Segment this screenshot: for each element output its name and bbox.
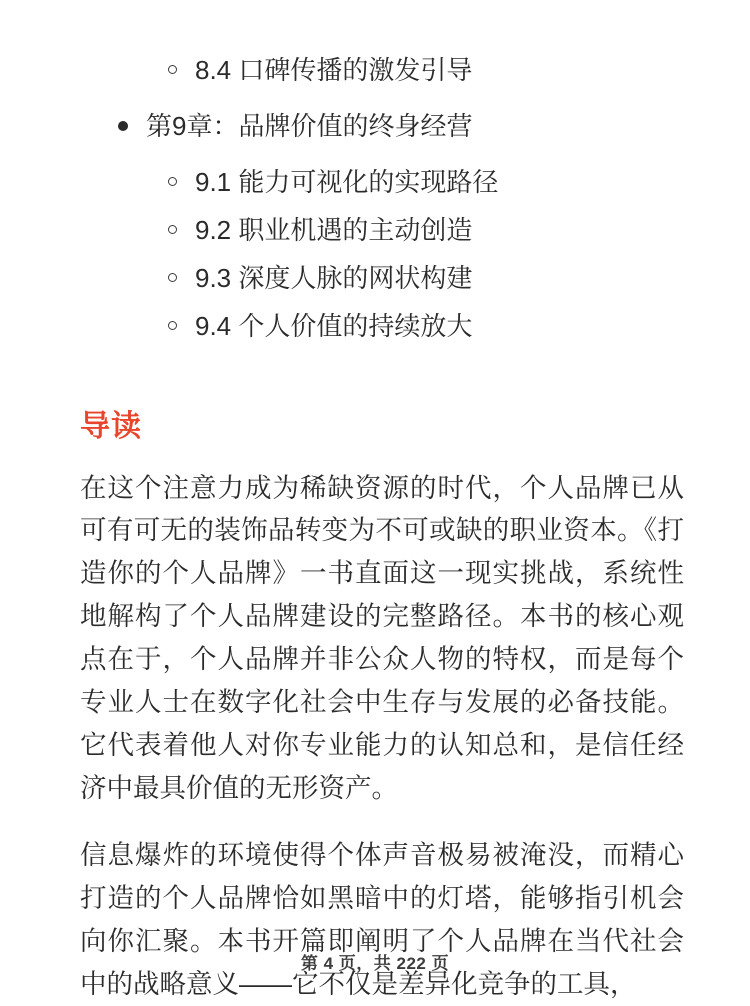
list-item[interactable] (60, 158, 690, 206)
hollow-circle-bullet-icon (168, 225, 177, 234)
toc-entry-label: 第9章：品牌价值的终身经营 (146, 111, 473, 142)
toc-entry-label: 9.2 职业机遇的主动创造 (195, 215, 473, 246)
hollow-circle-bullet-icon (168, 273, 177, 282)
body-paragraph: 信息爆炸的环境使得个体声音极易被淹没，而精心打造的个人品牌恰如黑暗中的灯塔，能够指引机会向你汇聚。本书开篇即阐明了个人品牌在当代社会中的战略意义——它不仅是差异化竞争的工具， (80, 839, 684, 999)
list-item[interactable] (60, 254, 690, 302)
body-paragraph: 在这个注意力成为稀缺资源的时代，个人品牌已从可有可无的装饰品转变为不可或缺的职业资本。《打造你的个人品牌》一书直面这一现实挑战，系统性地解构了个人品牌建设的完整路径。本书的核心观点在于，个人品牌并非公众人物的特权，而是每个专业人士在数字化社会中生存与发展的必备技能。它代表着他人对你专业能力的认知总和，是信任经济中最具价值的无形资产。 (80, 472, 684, 804)
list-item[interactable] (60, 102, 690, 150)
page-footer: 第 4 页，共 222 页 (300, 954, 450, 973)
section-heading: 导读 (80, 409, 142, 443)
toc-entry-label: 9.1 能力可视化的实现路径 (195, 167, 499, 198)
list-item[interactable] (60, 206, 690, 254)
list-item[interactable] (60, 46, 690, 94)
hollow-circle-bullet-icon (168, 65, 177, 74)
list-item[interactable] (60, 302, 690, 350)
table-of-contents (60, 46, 690, 351)
solid-circle-bullet-icon (118, 121, 128, 131)
toc-entry-label: 9.4 个人价值的持续放大 (195, 311, 473, 342)
hollow-circle-bullet-icon (168, 177, 177, 186)
toc-entry-label: 9.3 深度人脉的网状构建 (195, 263, 473, 294)
toc-entry-label: 8.4 口碑传播的激发引导 (195, 55, 473, 85)
hollow-circle-bullet-icon (168, 321, 177, 330)
